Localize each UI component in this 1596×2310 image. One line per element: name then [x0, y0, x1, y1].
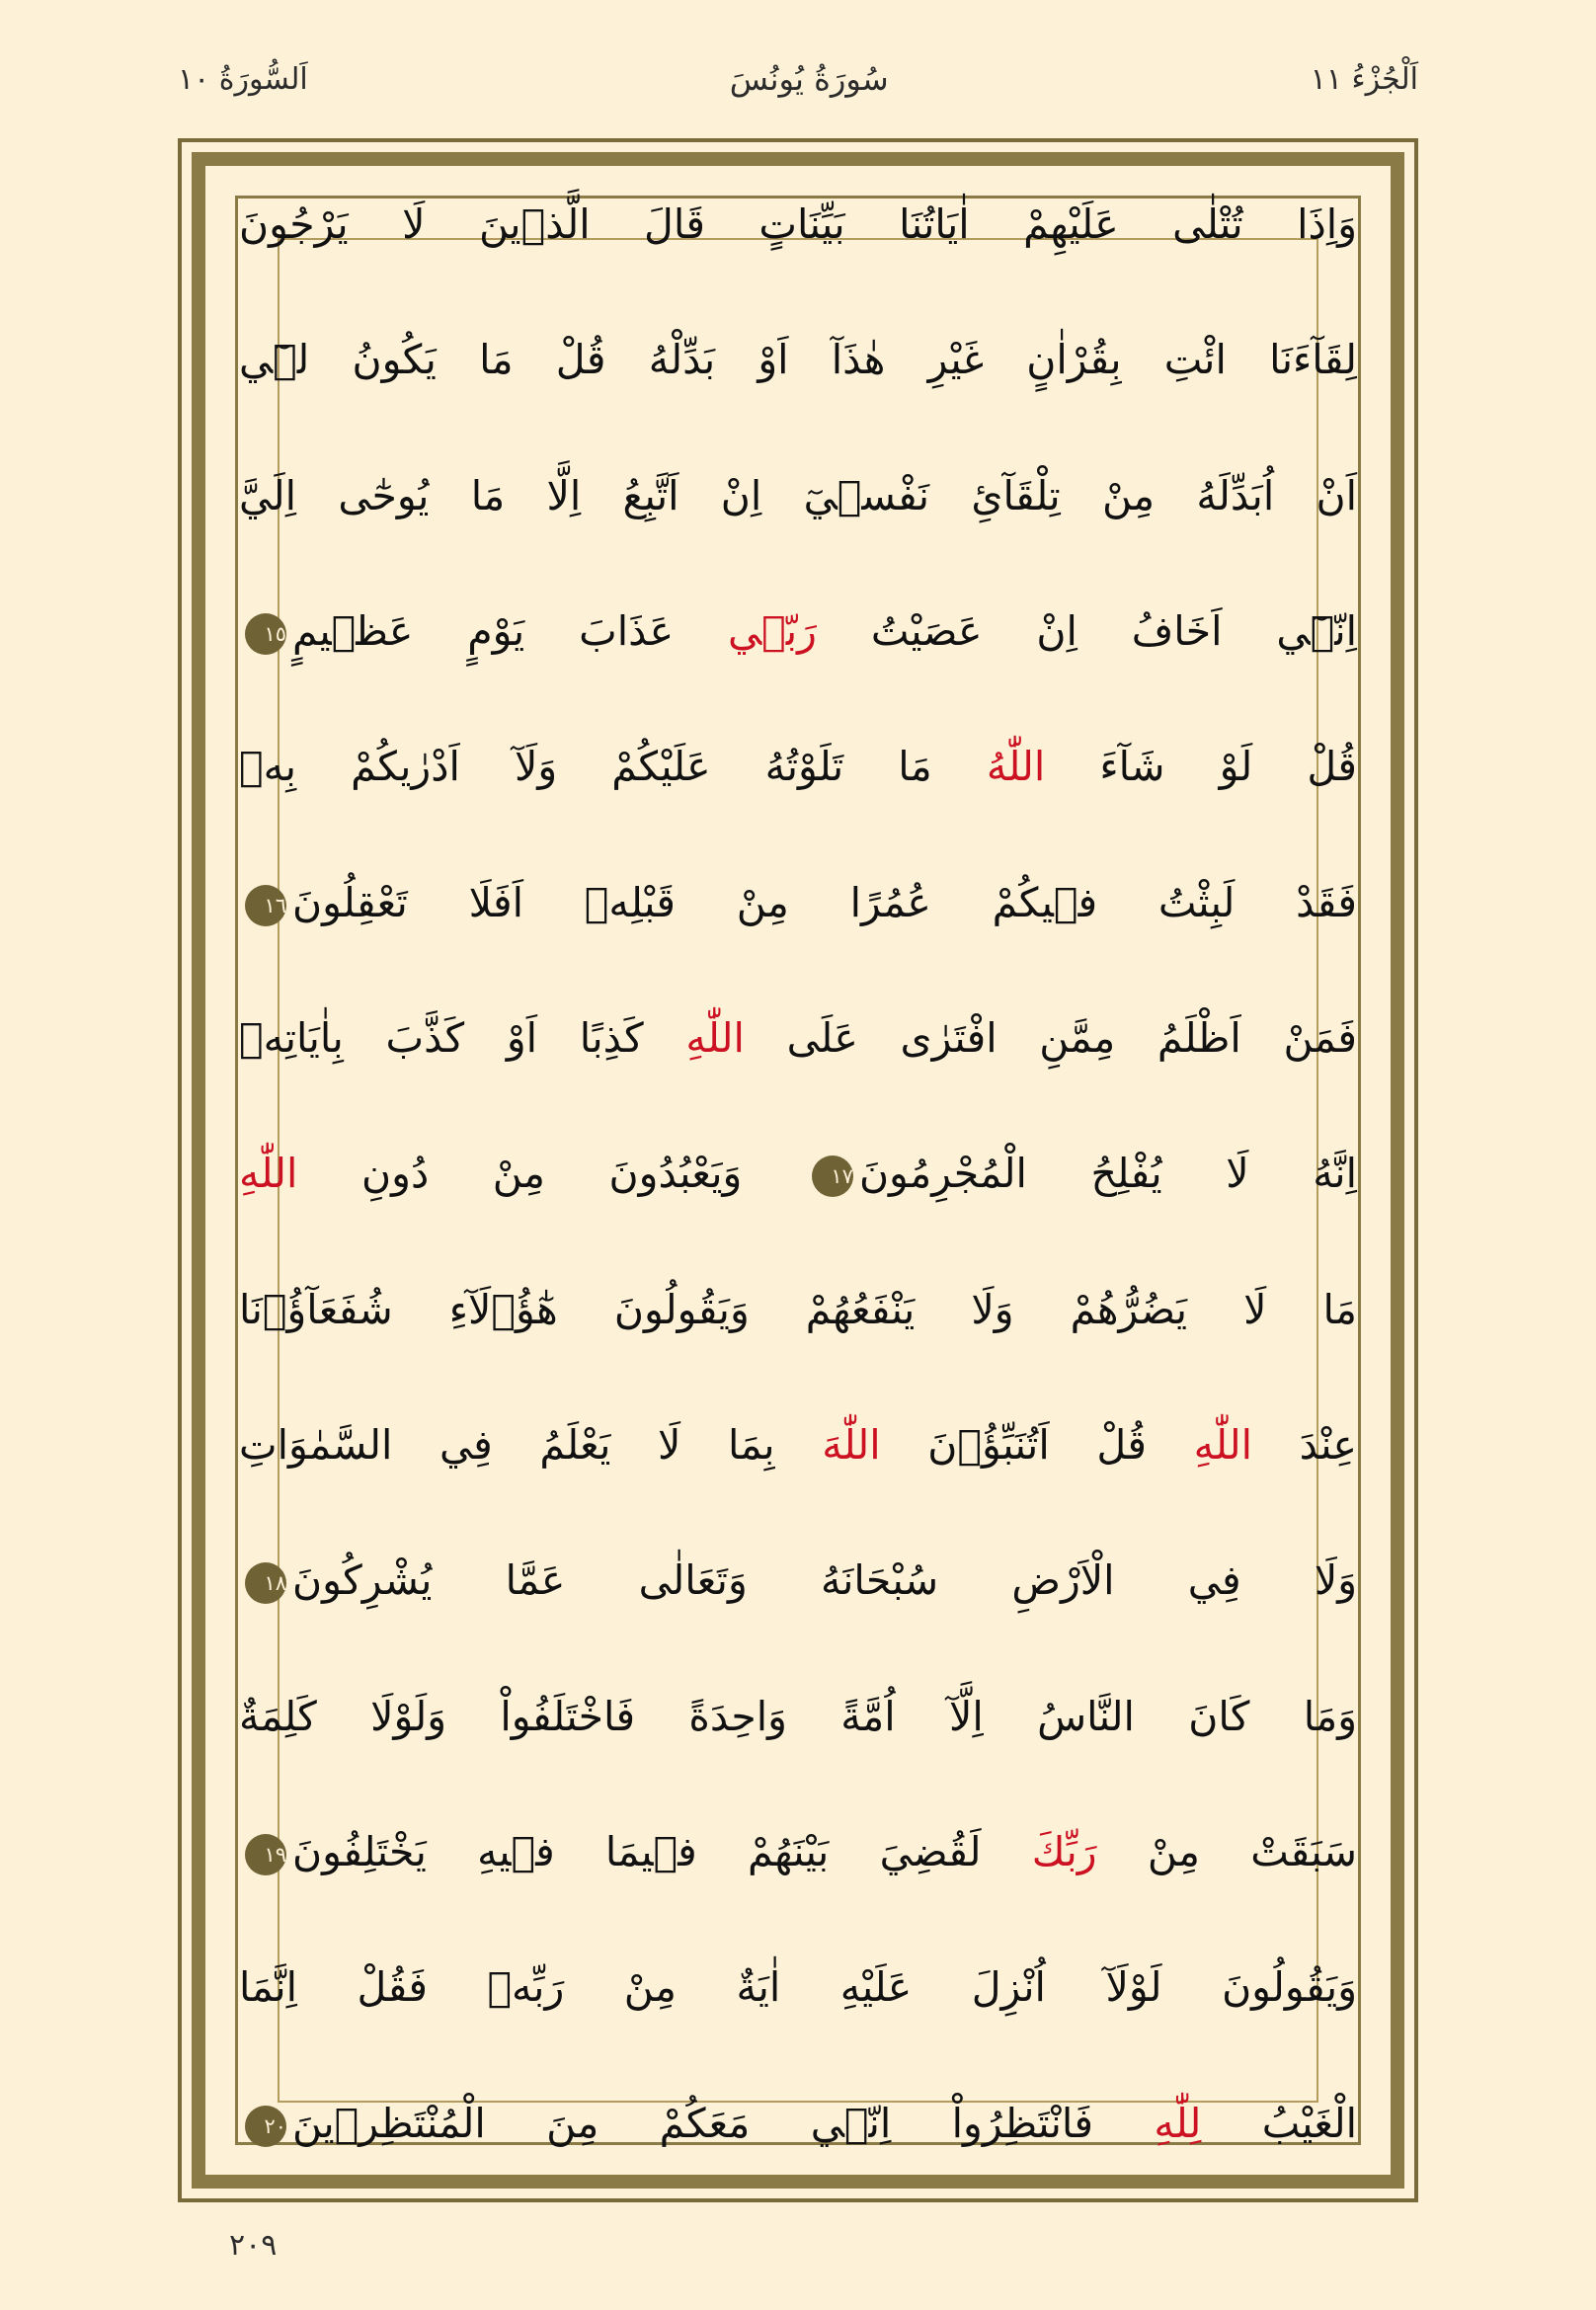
- ayah-line: [239, 1422, 1357, 1469]
- ayah-line: [239, 1015, 1357, 1062]
- ayah-text-segment: فَانْتَظِرُواْ اِنّ۪ي مَعَكُمْ مِنَ الْمُنْتَظِر۪ينَ: [292, 2099, 1155, 2147]
- ayah-line: [239, 473, 1357, 519]
- ayah-text-segment: وَمَا كَانَ النَّاسُ اِلَّآ اُمَّةً وَاحِدَةً فَاخْتَلَفُواْ وَلَوْلَا كَلِمَةٌ: [239, 1692, 1357, 1740]
- lafz-jalalah: اللّٰهِ: [685, 1014, 745, 1063]
- ayah-text-segment: الْغَيْبُ: [1201, 2099, 1358, 2147]
- ayah-line: [239, 201, 1357, 248]
- ayah-text-segment: مَا لَا يَضُرُّهُمْ وَلَا يَنْفَعُهُمْ وَيَقُولُونَ هٰٓؤُ۬لَآءِ شُفَعَآؤُ۬نَا: [239, 1285, 1357, 1333]
- ayah-number-marker: ١٧: [812, 1155, 853, 1197]
- ayah-text-segment: وَيَقُولُونَ لَوْلَآ اُنْزِلَ عَلَيْهِ اٰيَةٌ مِنْ رَبِّه۪ فَقُلْ اِنَّمَا: [239, 1963, 1357, 2012]
- ayah-number-marker: ١٥: [245, 613, 286, 655]
- header-surah-name: سُورَةُ يُونُسَ: [729, 60, 889, 98]
- decorative-frame-outer: [178, 138, 1418, 2202]
- page-number: ٢٠٩: [229, 2228, 278, 2263]
- ayah-text-segment: اِنّ۪ٓي اَخَافُ اِنْ عَصَيْتُ: [816, 607, 1357, 656]
- ayah-text-segment: وَيَعْبُدُونَ مِنْ دُونِ: [297, 1150, 806, 1198]
- ayah-text-segment: وَلَا فِي الْاَرْضِ سُبْحَانَهُ وَتَعَالٰى عَمَّا يُشْرِكُونَ: [292, 1556, 1357, 1605]
- header-juz-label: اَلْجُزْءُ ١١: [1310, 61, 1418, 97]
- ayah-text-segment: قُلْ لَوْ شَآءَ: [1045, 743, 1358, 791]
- ayah-text-segment: بِمَا لَا يَعْلَمُ فِي السَّمٰوَاتِ: [239, 1421, 823, 1470]
- quran-text-body: [239, 201, 1357, 2147]
- ayah-text-segment: كَذِبًا اَوْ كَذَّبَ بِاٰيَاتِه۪: [239, 1014, 686, 1063]
- ayah-number-marker: ٢٠: [245, 2106, 286, 2147]
- ayah-line: [239, 744, 1357, 790]
- ayah-number-marker: ١٩: [245, 1834, 286, 1875]
- ayah-line: [239, 1829, 1357, 1875]
- ayah-line: [239, 1151, 1357, 1197]
- ayah-text-segment: قُلْ اَتُنَبِّؤُ۫نَ: [880, 1421, 1194, 1470]
- ayah-line: [239, 608, 1357, 655]
- lafz-jalalah: رَبِّكَ: [1031, 1828, 1097, 1876]
- ayah-text-segment: مَا تَلَوْتُهُ عَلَيْكُمْ وَلَآ اَدْرٰيكُمْ بِه۪: [239, 743, 987, 791]
- ayah-line: [239, 1557, 1357, 1604]
- ayah-text-segment: سَبَقَتْ مِنْ: [1096, 1828, 1357, 1876]
- ayah-text-segment: عِنْدَ: [1252, 1421, 1357, 1470]
- ayah-line: [239, 1287, 1357, 1333]
- ayah-line: [239, 1964, 1357, 2011]
- ayah-number-marker: ١٦: [245, 885, 286, 926]
- lafz-jalalah: اللّٰهُ: [986, 743, 1046, 791]
- ayah-text-segment: لَقُضِيَ بَيْنَهُمْ ف۪يمَا ف۪يهِ يَخْتَلِفُونَ: [292, 1828, 1032, 1876]
- lafz-jalalah: لِلّٰهِ: [1154, 2099, 1202, 2147]
- ayah-text-segment: لِقَآءَنَا ائْتِ بِقُرْاٰنٍ غَيْرِ هٰذَآ اَوْ بَدِّلْهُ قُلْ مَا يَكُونُ ل۪ٓي: [239, 336, 1357, 384]
- ayah-text-segment: اَنْ اُبَدِّلَهُ مِنْ تِلْقَآئِ نَفْس۪يٓ اِنْ اَتَّبِعُ اِلَّا مَا يُوحٰٓى اِلَيَّ: [239, 471, 1357, 519]
- header-surah-number: اَلسُّورَةُ ١٠: [178, 61, 308, 97]
- ayah-line: [239, 337, 1357, 383]
- ayah-text-segment: فَقَدْ لَبِثْتُ ف۪يكُمْ عُمُرًا مِنْ قَبْلِه۪ اَفَلَا تَعْقِلُونَ: [292, 878, 1357, 926]
- page-header: [178, 47, 1418, 111]
- ayah-line: [239, 2101, 1357, 2147]
- ayah-text-segment: عَذَابَ يَوْمٍ عَظ۪يمٍ: [292, 607, 728, 656]
- lafz-jalalah: رَبّ۪ي: [727, 607, 817, 656]
- ayah-line: [239, 1694, 1357, 1740]
- ayah-text-segment: وَاِذَا تُتْلٰى عَلَيْهِمْ اٰيَاتُنَا بَيِّنَاتٍ قَالَ الَّذ۪ينَ لَا يَرْجُونَ: [239, 200, 1357, 248]
- ayah-line: [239, 880, 1357, 926]
- lafz-jalalah: اللّٰهِ: [239, 1150, 298, 1198]
- lafz-jalalah: اللّٰهَ: [822, 1421, 881, 1470]
- ayah-text-segment: اِنَّهُ لَا يُفْلِحُ الْمُجْرِمُونَ: [858, 1150, 1357, 1198]
- ayah-number-marker: ١٨: [245, 1562, 286, 1604]
- lafz-jalalah: اللّٰهِ: [1193, 1421, 1253, 1470]
- ayah-text-segment: فَمَنْ اَظْلَمُ مِمَّنِ افْتَرٰى عَلَى: [744, 1014, 1357, 1063]
